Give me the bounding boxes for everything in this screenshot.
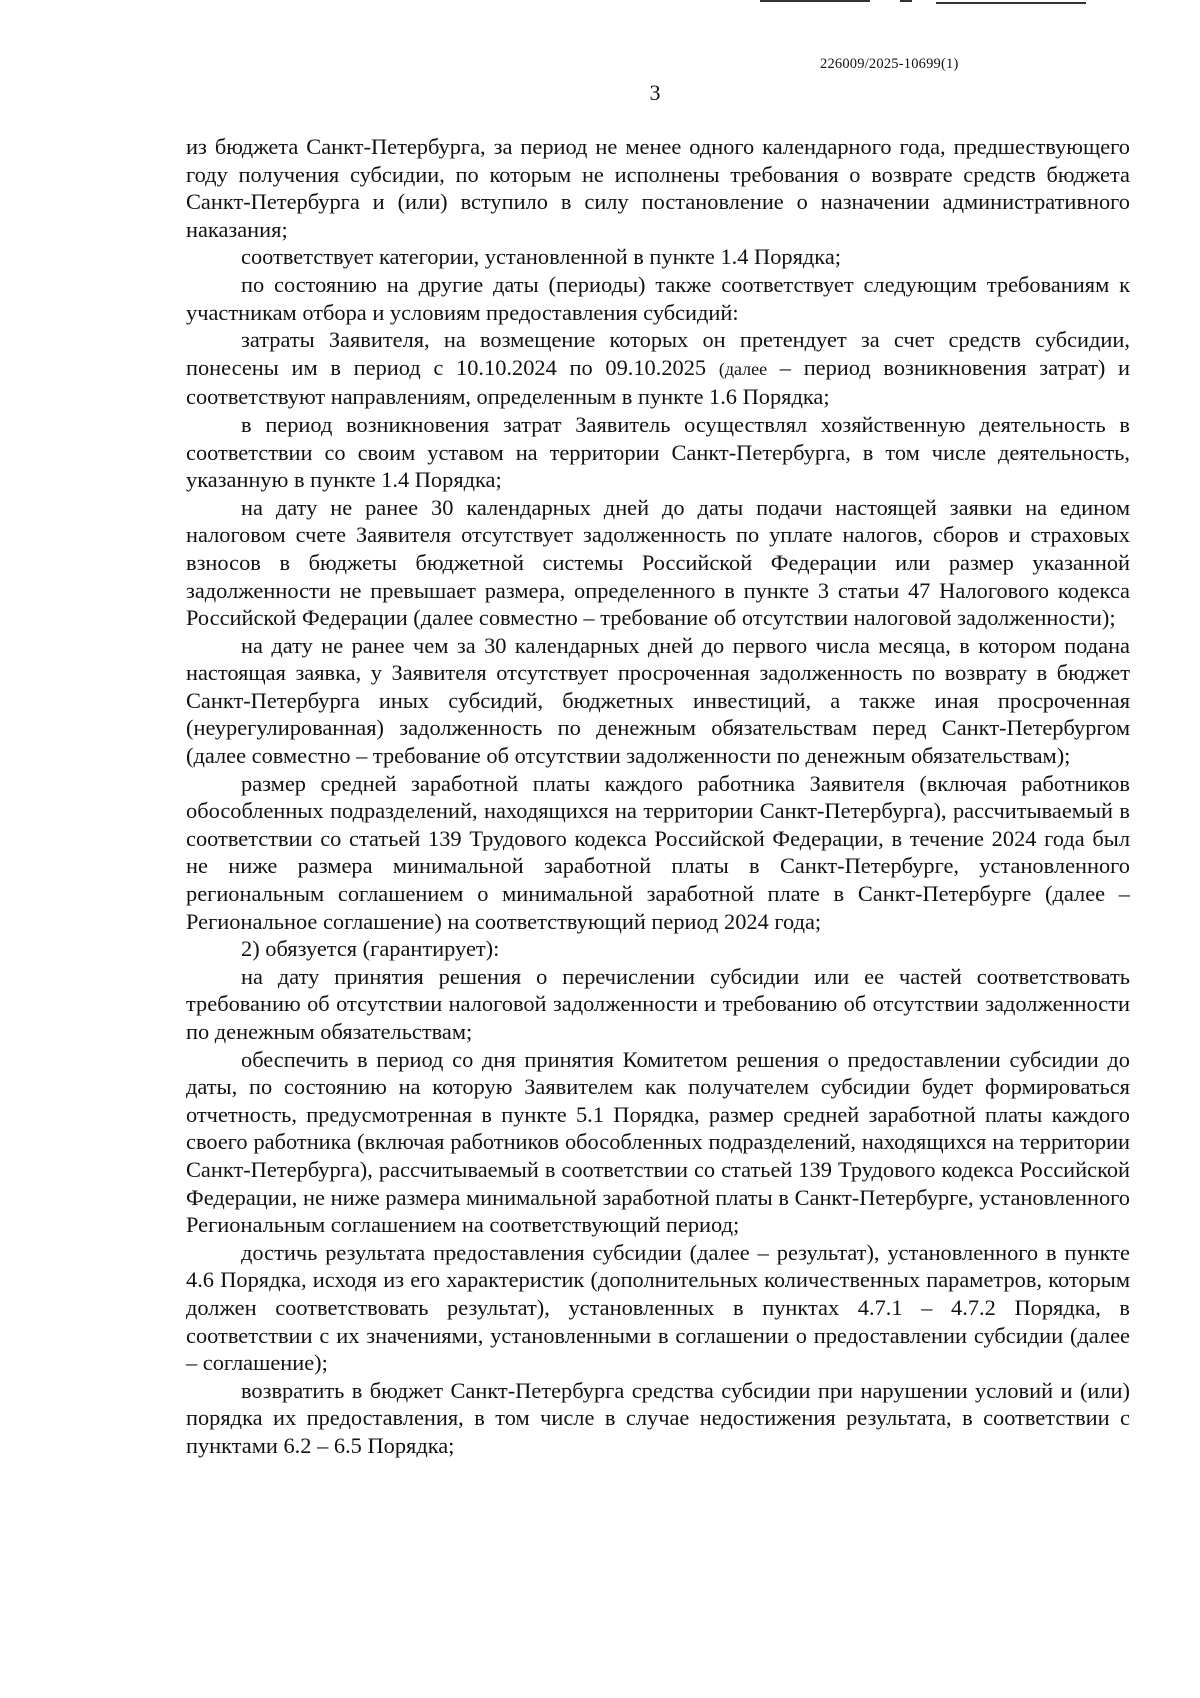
paragraph: на дату принятия решения о перечислении субсидии или ее частей соответствовать требованию об отсутствии налоговой задолженности и требованию об отсутствии задолженности по денежным обязательствам; [186, 963, 1130, 1044]
paragraph [186, 326, 1130, 411]
document-number: 226009/2025-10699(1) [820, 56, 959, 72]
paragraph: на дату не ранее 30 календарных дней до даты подачи настоящей заявки на едином налоговом счете Заявителя отсутствует задолженность по уплате налогов, сборов и страховых взносов в бюджеты бюджетной системы Российской Федерации или размер указанной задолженности не превышает размера, определенного в пункте 3 статьи 47 Налогового кодекса Российской Федерации (далее совместно – требование об отсутствии налоговой задолженности); [186, 494, 1130, 631]
paragraph: из бюджета Санкт-Петербурга, за период не менее одного календарного года, предшествующего году получения субсидии, по которым не исполнены требования о возврате средств бюджета Санкт-Петербурга и (или) вступило в силу постановление о назначении административного наказания; [186, 134, 1130, 242]
paragraph: на дату не ранее чем за 30 календарных дней до первого числа месяца, в котором подана настоящая заявка, у Заявителя отсутствует просроченная задолженность по возврату в бюджет Санкт-Петербурга иных субсидий, бюджетных инвестиций, а также иная просроченная (неурегулированная) задолженность по денежным обязательствам перед Санкт-Петербургом (далее совместно – требование об отсутствии задолженности по денежным обязательствам); [186, 632, 1130, 769]
paragraph-small-text: (далее [718, 358, 768, 379]
paragraph: достичь результата предоставления субсидии (далее – результат), установленного в пункте 4.6 Порядка, исходя из его характеристик (дополнительных количественных параметров, которым должен соответствовать результат), установленных в пунктах 4.7.1 – 4.7.2 Порядка, в соответствии с их значениями, установленными в соглашении о предоставлении субсидии (далее – соглашение); [186, 1239, 1130, 1376]
page-number: 3 [649, 80, 661, 105]
paragraph: возвратить в бюджет Санкт-Петербурга средства субсидии при нарушении условий и (или) порядка их предоставления, в том числе в случае недостижения результата, в соответствии с пунктами 6.2 – 6.5 Порядка; [186, 1377, 1130, 1458]
paragraph: в период возникновения затрат Заявитель осуществлял хозяйственную деятельность в соответствии со своим уставом на территории Санкт-Петербурга, в том числе деятельность, указанную в пункте 1.4 Порядка; [186, 411, 1130, 493]
paragraph: по состоянию на другие даты (периоды) также соответствует следующим требованиям к участникам отбора и условиям предоставления субсидий: [186, 271, 1130, 325]
scan-header-marks [760, 0, 1040, 6]
scan-mark [900, 0, 912, 2]
paragraph: обеспечить в период со дня принятия Комитетом решения о предоставлении субсидии до даты, по состоянию на которую Заявителем как получателем субсидии будет формироваться отчетность, предусмотренная в пункте 5.1 Порядка, размер средней заработной платы каждого своего работника (включая работников обособленных подразделений, находящихся на территории Санкт-Петербурга), рассчитываемый в соответствии со статьей 139 Трудового кодекса Российской Федерации, не ниже размера минимальной заработной платы в Санкт-Петербурге, установленного Региональным соглашением на соответствующий период; [186, 1046, 1130, 1238]
paragraph: соответствует категории, установленной в пункте 1.4 Порядка; [241, 244, 842, 270]
scan-mark [760, 0, 870, 2]
document-body [186, 133, 1130, 1460]
scan-mark [936, 2, 1086, 4]
paragraph: размер средней заработной платы каждого работника Заявителя (включая работников обособленных подразделений, находящихся на территории Санкт-Петербурга), рассчитываемый в соответствии со статьей 139 Трудового кодекса Российской Федерации, в течение 2024 года был не ниже размера минимальной заработной платы в Санкт-Петербурге, установленного региональным соглашением о минимальной заработной плате в Санкт-Петербурге (далее – Региональное соглашение) на соответствующий период 2024 года; [186, 770, 1130, 934]
paragraph-text: затраты Заявителя, на возмещение которых он претендует за счет средств субсидии, понесены им в период с 10.10.2024 по 09.10.2025 [186, 327, 1130, 380]
paragraph: 2) обязуется (гарантирует): [241, 936, 500, 962]
paragraph-text: – период возникновения затрат) и соответствуют направлениям, определенным в пункте 1.6 Порядка; [186, 354, 1130, 410]
